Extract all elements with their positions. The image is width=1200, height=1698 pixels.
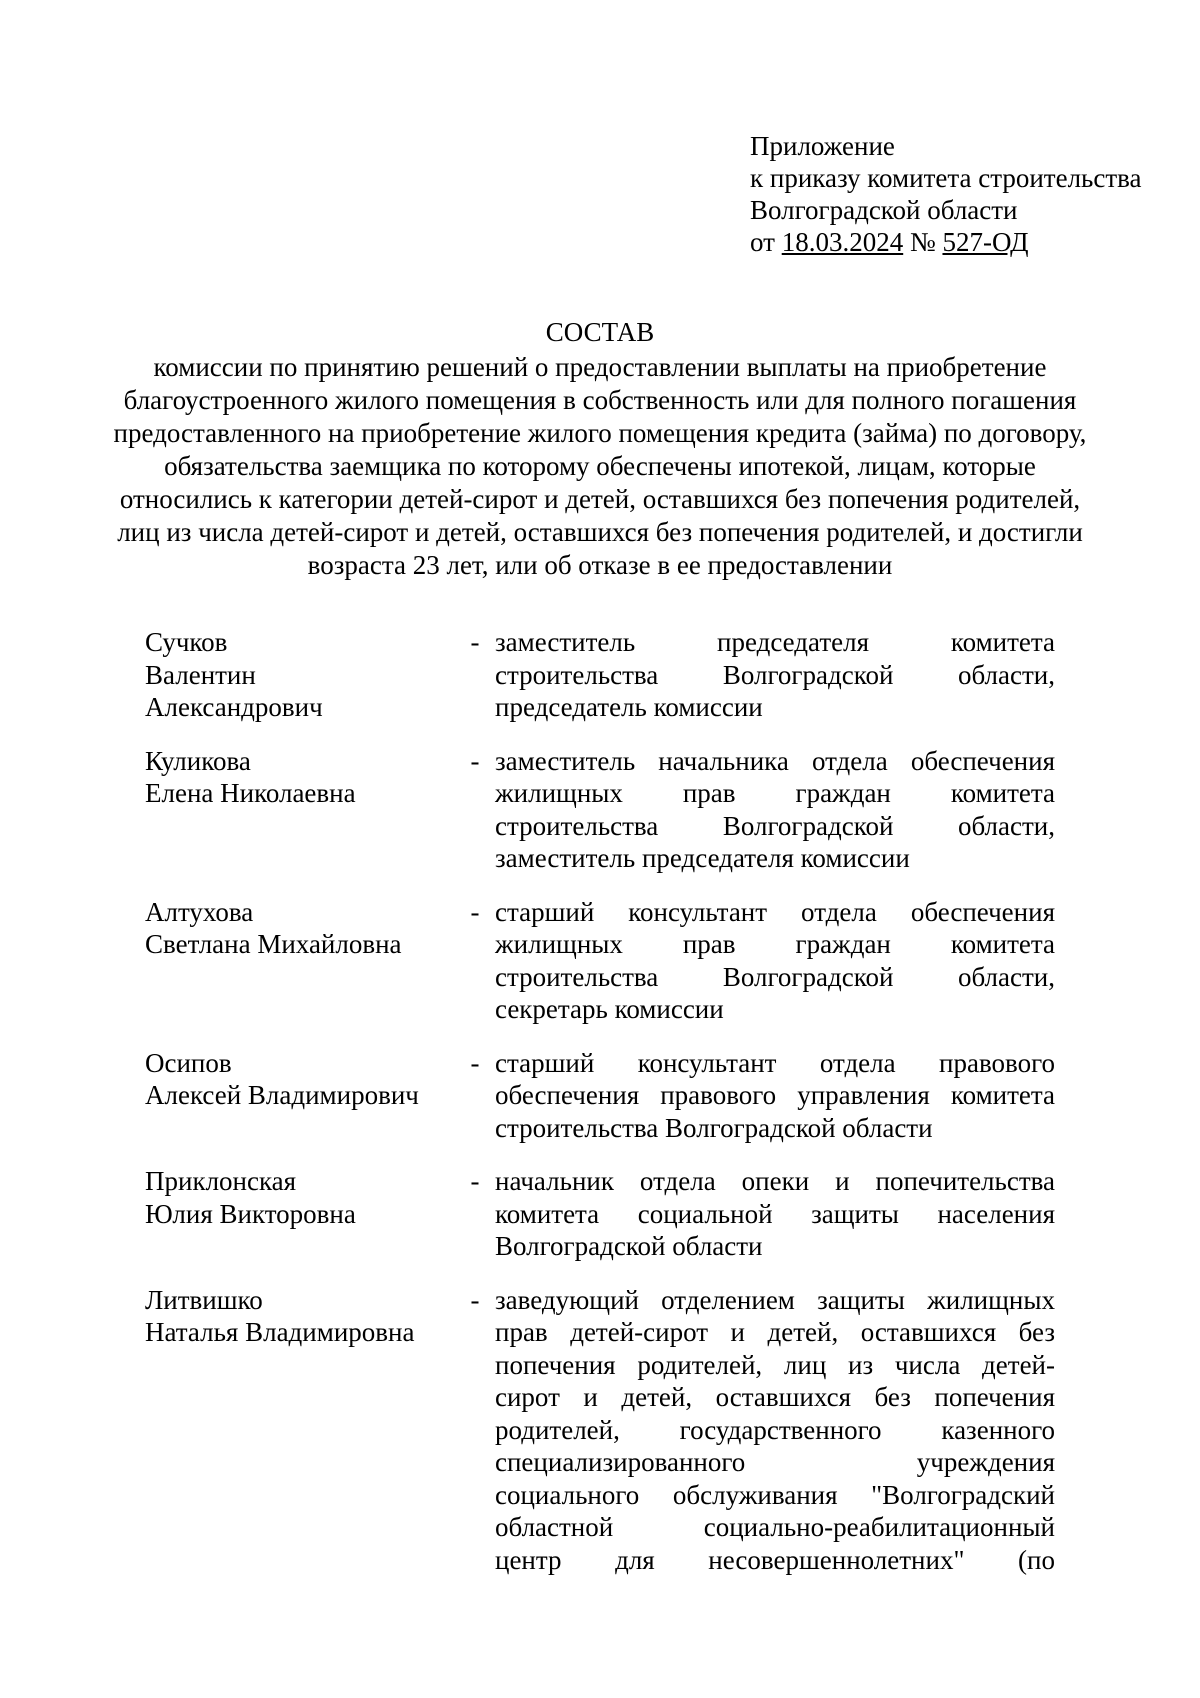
position-line: обеспечения правового управления комитета [495, 1080, 1055, 1110]
position-line: жилищных прав граждан комитета [495, 778, 1055, 808]
order-date: 18.03.2024 [781, 227, 904, 257]
position-line: строительства Волгоградской области, [495, 810, 1055, 841]
member-name-line: Светлана Михайловна [145, 929, 402, 959]
member-position [495, 896, 1055, 1026]
member-entry [145, 1165, 1055, 1263]
position-line: сирот и детей, оставшихся без попечения [495, 1382, 1055, 1412]
document-subtitle [0, 351, 1200, 582]
subtitle-line: предоставленного на приобретение жилого помещения кредита (займа) по договору, [113, 418, 1087, 448]
position-line: комитета социальной защиты населения [495, 1198, 1055, 1229]
position-line: строительства Волгоградской области [495, 1112, 933, 1143]
appendix-region: Волгоградской области [750, 195, 1018, 225]
position-line: секретарь комиссии [495, 994, 724, 1024]
dash-separator: - [470, 745, 480, 776]
member-position [495, 1165, 1055, 1263]
dash-separator: - [470, 1166, 480, 1196]
member-position [495, 745, 1055, 875]
member-name-line: Наталья Владимировна [145, 1317, 415, 1347]
member-entry [145, 1047, 1055, 1145]
member-name [145, 745, 455, 810]
member-name [145, 626, 455, 724]
subtitle-line: комиссии по принятию решений о предоставлении выплаты на приобретение [153, 352, 1047, 382]
position-line: центр для несовершеннолетних" (по [495, 1544, 1055, 1575]
position-line: областной социально-реабилитационный [495, 1512, 1055, 1542]
position-line: начальник отдела опеки и попечительства [495, 1166, 1055, 1196]
member-name [145, 896, 455, 961]
appendix-order-reference: к приказу комитета строительства [750, 163, 1142, 193]
member-entry [145, 1284, 1055, 1577]
position-line: строительства Волгоградской области, [495, 961, 1055, 992]
document-title: СОСТАВ [545, 317, 655, 347]
dash-separator: - [470, 896, 480, 927]
member-entry [145, 896, 1055, 1026]
subtitle-line: благоустроенного жилого помещения в собственность или для полного погашения [123, 385, 1077, 415]
appendix-label: Приложение [750, 131, 895, 161]
position-line: специализированного учреждения [495, 1447, 1055, 1477]
member-name-line: Валентин [145, 659, 256, 690]
member-name-line: Александрович [145, 692, 323, 722]
member-name [145, 1047, 455, 1112]
member-name-line: Сучков [145, 627, 228, 657]
member-entry [145, 745, 1055, 875]
position-line: заведующий отделением защиты жилищных [495, 1284, 1055, 1315]
position-line: старший консультант отдела обеспечения [495, 896, 1055, 927]
dash-separator: - [470, 1284, 480, 1315]
dash-separator: - [470, 627, 480, 657]
subtitle-line: лиц из числа детей-сирот и детей, оставшихся без попечения родителей, и достигли [117, 517, 1083, 547]
member-name-line: Приклонская [145, 1166, 297, 1196]
subtitle-line: возраста 23 лет, или об отказе в ее предоставлении [307, 550, 893, 580]
order-number: 527-ОД [942, 227, 1029, 257]
member-name-line: Алтухова [145, 896, 254, 927]
subtitle-line: относились к категории детей-сирот и детей, оставшихся без попечения родителей, [119, 484, 1081, 514]
member-name-line: Литвишко [145, 1284, 263, 1315]
member-name-line: Елена Николаевна [145, 778, 356, 808]
position-line: старший консультант отдела правового [495, 1047, 1055, 1078]
member-name-line: Куликова [145, 745, 251, 776]
position-line: председатель комиссии [495, 692, 763, 722]
position-line: заместитель начальника отдела обеспечения [495, 745, 1055, 776]
position-line: заместитель председателя комиссии [495, 843, 910, 873]
member-name [145, 1284, 455, 1349]
number-prefix: № [903, 227, 943, 257]
member-position [495, 1047, 1055, 1145]
member-name [145, 1165, 455, 1230]
appendix-block [750, 130, 1170, 258]
member-position [495, 1284, 1055, 1577]
member-name-line: Юлия Викторовна [145, 1198, 356, 1229]
position-line: попечения родителей, лиц из числа детей- [495, 1349, 1055, 1380]
position-line: заместитель председателя комитета [495, 627, 1055, 657]
member-position [495, 626, 1055, 724]
position-line: родителей, государственного казенного [495, 1414, 1055, 1445]
appendix-date-number [750, 226, 1170, 258]
member-name-line: Осипов [145, 1047, 232, 1078]
dash-separator: - [470, 1047, 480, 1078]
member-name-line: Алексей Владимирович [145, 1080, 419, 1110]
position-line: Волгоградской области [495, 1231, 763, 1261]
member-entry [145, 626, 1055, 724]
date-prefix: от [750, 227, 782, 257]
position-line: социального обслуживания "Волгоградский [495, 1479, 1055, 1510]
subtitle-line: обязательства заемщика по которому обеспечены ипотекой, лицам, которые [164, 451, 1036, 481]
commission-members [145, 626, 1055, 1597]
position-line: строительства Волгоградской области, [495, 659, 1055, 690]
position-line: прав детей-сирот и детей, оставшихся без [495, 1317, 1055, 1347]
position-line: жилищных прав граждан комитета [495, 929, 1055, 959]
